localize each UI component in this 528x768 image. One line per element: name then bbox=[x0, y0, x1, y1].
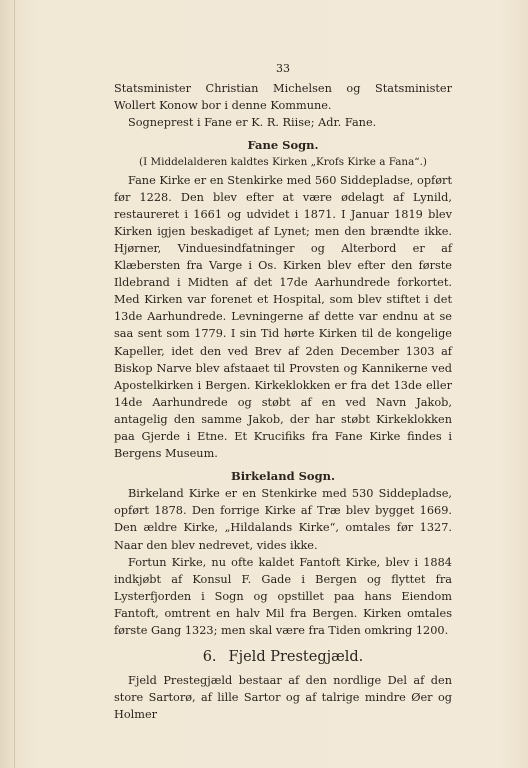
chapter-title: Fjeld Prestegjæld. bbox=[228, 649, 364, 666]
section-title-fane: Fane Sogn. bbox=[247, 138, 319, 153]
fjeld-paragraph: Fjeld Prestegjæld bestaar af den nordlige Del af den store Sartorø, af lille Sartor og af talrige mindre Øer og Holmer bbox=[114, 674, 452, 722]
page-gutter bbox=[14, 0, 15, 768]
chapter-heading bbox=[114, 649, 452, 666]
section-note-fane: (I Middelalderen kaldtes Kirken „Krofs Kirke a Fana“.) bbox=[139, 156, 427, 169]
page-content bbox=[114, 60, 452, 723]
chapter-number: 6. bbox=[202, 649, 217, 666]
birkeland-paragraph: Birkeland Kirke er en Stenkirke med 530 Siddepladse, opført 1878. Den forrige Kirke af Træ blev bygget 1669. Den ældre Kirke, „Hildalands Kirke“, omtales før 1327. Naar den blev nedrevet, vides ikke. bbox=[114, 487, 452, 552]
intro-paragraph-ministers: Statsminister Christian Michelsen og Statsminister Wollert Konow bor i denne Kommune. bbox=[114, 82, 452, 113]
intro-paragraph-priest: Sogneprest i Fane er K. R. Riise; Adr. Fane. bbox=[128, 116, 377, 130]
fortun-paragraph: Fortun Kirke, nu ofte kaldet Fantoft Kirke, blev i 1884 indkjøbt af Konsul F. Gade i Bergen og flyttet fra Lysterfjorden i Sogn og opstillet paa hans Eiendom Fantoft, omtrent en halv Mil fra Bergen. Kirken omtales første Gang 1323; men skal være fra Tiden omkring 1200. bbox=[114, 555, 452, 637]
fane-paragraph: Fane Kirke er en Stenkirke med 560 Siddepladse, opført før 1228. Den blev efter at være ødelagt af Lynild, restaureret i 1661 og udvidet i 1871. I Januar 1819 blev Kirken igjen beskadiget af Lynet; men den brændte ikke. Hjørner, Vinduesindfatninger og Alterbord er af Klæbersten fra Varge i Os. Kirken blev efter den første Ildebrand i Midten af det 17de Aarhundrede forkortet. Med Kirken var forenet et Hospital, som blev stiftet i det 13de Aarhundrede. Levningerne af dette var endnu at se saa sent som 1779. I sin Tid hørte Kirken til de kongelige Kapeller, idet den ved Brev af 2den December 1303 af Biskop Narve blev afstaaet til Provsten og Kannikerne ved Apostelkirken i Bergen. Kirkeklokken er fra det 13de eller 14de Aarhundrede og støbt af en ved Navn Jakob, antagelig den samme Jakob, der har støbt Kirkeklokken paa Gjerde i Etne. Et Krucifiks fra Fane Kirke findes i Bergens Museum. bbox=[114, 173, 452, 461]
section-title-birkeland: Birkeland Sogn. bbox=[230, 469, 336, 484]
page-number: 33 bbox=[276, 62, 290, 75]
